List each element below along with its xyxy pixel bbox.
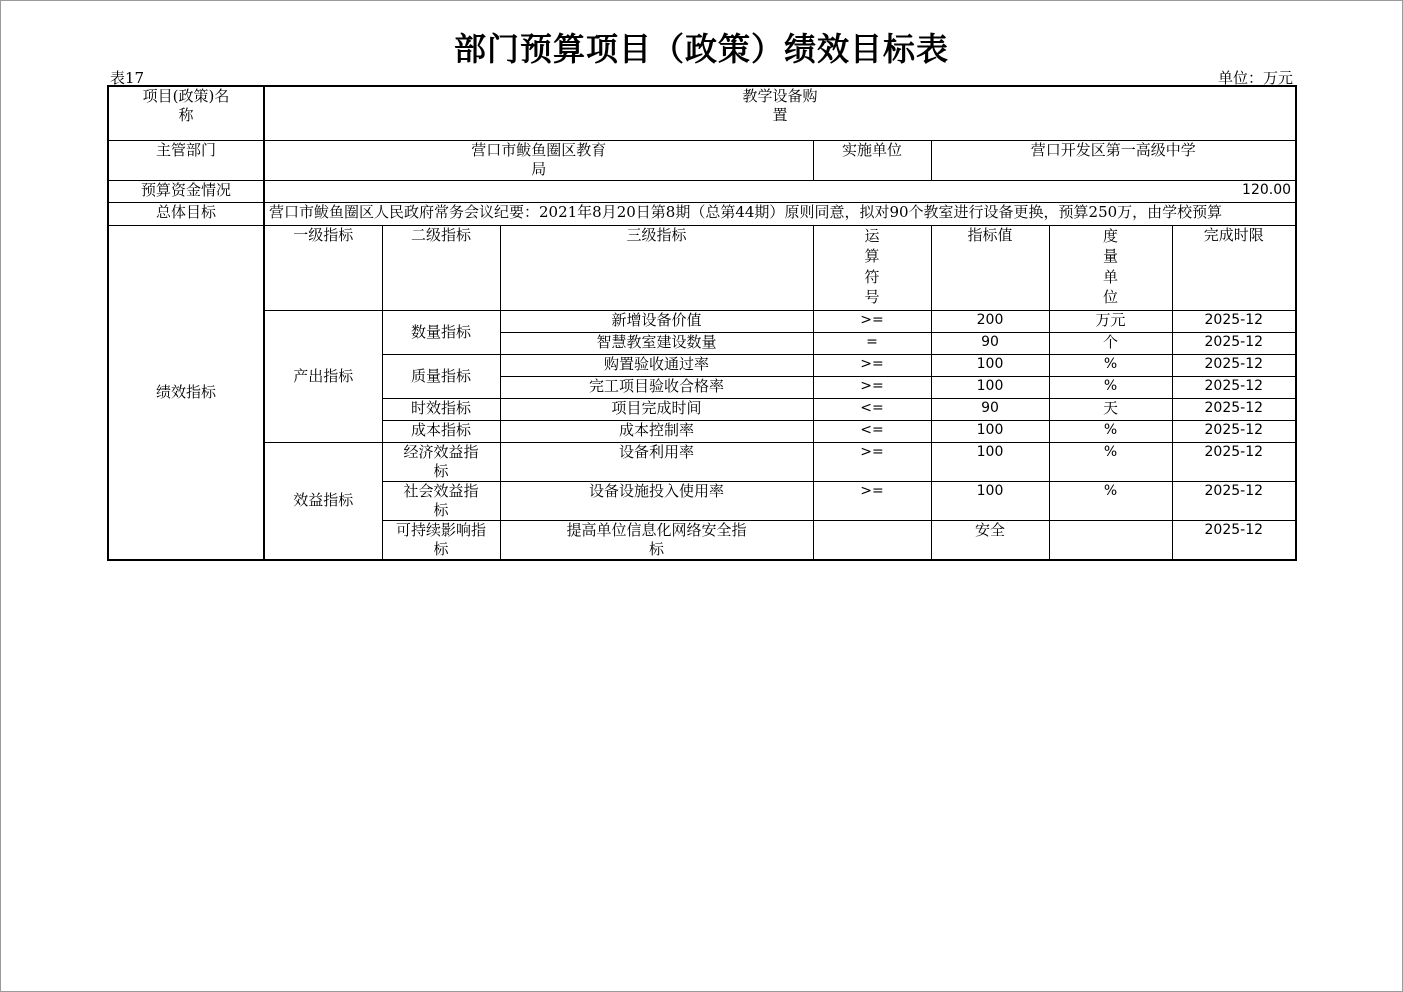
indicator-name: 设备利用率	[500, 442, 813, 481]
header-operator: 运 算 符 号	[813, 225, 931, 310]
indicator-value: 安全	[931, 520, 1049, 560]
project-name-row	[108, 86, 1296, 140]
unit-label: 单位：万元	[1217, 69, 1293, 87]
impl-unit-value: 营口开发区第一高级中学	[931, 140, 1296, 180]
indicator-operator: >=	[813, 310, 931, 332]
budget-value: 120.00	[264, 180, 1296, 202]
table-number: 表17	[110, 69, 145, 87]
indicator-value: 200	[931, 310, 1049, 332]
project-name-value: 教学设备购	[742, 87, 818, 105]
header-level1: 一级指标	[264, 225, 382, 310]
indicator-deadline: 2025-12	[1172, 420, 1296, 442]
group-output: 产出指标	[264, 310, 382, 442]
table-row	[108, 310, 1296, 332]
indicator-unit: %	[1049, 354, 1172, 376]
indicator-name: 新增设备价值	[500, 310, 813, 332]
indicator-unit: %	[1049, 420, 1172, 442]
group-social: 社会效益指 标	[382, 481, 500, 520]
indicator-deadline: 2025-12	[1172, 310, 1296, 332]
table-row	[108, 442, 1296, 481]
indicator-deadline: 2025-12	[1172, 398, 1296, 420]
group-economic: 经济效益指 标	[382, 442, 500, 481]
indicator-value: 100	[931, 354, 1049, 376]
page-title: 部门预算项目（政策）绩效目标表	[453, 30, 949, 68]
indicator-name: 智慧教室建设数量	[500, 332, 813, 354]
indicator-operator: <=	[813, 420, 931, 442]
indicator-name: 项目完成时间	[500, 398, 813, 420]
header-target: 指标值	[931, 225, 1049, 310]
indicator-operator: <=	[813, 398, 931, 420]
indicator-value: 100	[931, 420, 1049, 442]
indicator-deadline: 2025-12	[1172, 332, 1296, 354]
header-deadline: 完成时限	[1172, 225, 1296, 310]
header-level2: 二级指标	[382, 225, 500, 310]
goal-label: 总体目标	[108, 202, 264, 225]
indicator-operator: >=	[813, 442, 931, 481]
group-quantity: 数量指标	[382, 310, 500, 354]
project-name-label: 项目(政策)名	[142, 87, 230, 105]
indicator-unit: %	[1049, 376, 1172, 398]
indicator-operator: >=	[813, 354, 931, 376]
perf-indicator-label: 绩效指标	[108, 225, 264, 560]
budget-label: 预算资金情况	[108, 180, 264, 202]
overall-goal-row	[108, 202, 1296, 225]
indicator-value: 100	[931, 442, 1049, 481]
indicator-value: 90	[931, 398, 1049, 420]
indicator-name: 提高单位信息化网络安全指 标	[500, 520, 813, 560]
group-sustainable: 可持续影响指 标	[382, 520, 500, 560]
indicator-value: 100	[931, 376, 1049, 398]
indicator-unit: %	[1049, 481, 1172, 520]
group-quality: 质量指标	[382, 354, 500, 398]
indicator-header-row	[108, 225, 1296, 310]
indicator-name: 成本控制率	[500, 420, 813, 442]
dept-value-cell: 营口市鲅鱼圈区教育 局	[264, 140, 813, 180]
group-timeliness: 时效指标	[382, 398, 500, 420]
dept-value: 营口市鲅鱼圈区教育	[471, 140, 607, 159]
indicator-unit: 个	[1049, 332, 1172, 354]
indicator-operator: >=	[813, 376, 931, 398]
indicator-unit	[1049, 520, 1172, 560]
dept-label: 主管部门	[108, 140, 264, 180]
indicator-deadline: 2025-12	[1172, 354, 1296, 376]
indicator-operator: >=	[813, 481, 931, 520]
indicator-deadline: 2025-12	[1172, 520, 1296, 560]
indicator-value: 100	[931, 481, 1049, 520]
indicator-deadline: 2025-12	[1172, 481, 1296, 520]
indicator-operator: =	[813, 332, 931, 354]
indicator-deadline: 2025-12	[1172, 442, 1296, 481]
department-row	[108, 140, 1296, 180]
project-name-value-cell: 教学设备购 置	[264, 86, 1296, 140]
indicator-operator	[813, 520, 931, 560]
header-unit: 度 量 单 位	[1049, 225, 1172, 310]
indicator-unit: 万元	[1049, 310, 1172, 332]
impl-unit-label: 实施单位	[813, 140, 931, 180]
group-cost: 成本指标	[382, 420, 500, 442]
indicator-unit: 天	[1049, 398, 1172, 420]
group-benefit: 效益指标	[264, 442, 382, 560]
performance-target-table	[107, 85, 1297, 561]
indicator-name: 设备设施投入使用率	[500, 481, 813, 520]
indicator-unit: %	[1049, 442, 1172, 481]
indicator-value: 90	[931, 332, 1049, 354]
indicator-name: 完工项目验收合格率	[500, 376, 813, 398]
header-level3: 三级指标	[500, 225, 813, 310]
indicator-deadline: 2025-12	[1172, 376, 1296, 398]
project-name-label-cell: 项目(政策)名 称	[108, 86, 264, 140]
goal-value: 营口市鲅鱼圈区人民政府常务会议纪要：2021年8月20日第8期（总第44期）原则同意，拟对90个教室进行设备更换，预算250万，由学校预算	[264, 202, 1296, 225]
budget-row	[108, 180, 1296, 202]
indicator-name: 购置验收通过率	[500, 354, 813, 376]
